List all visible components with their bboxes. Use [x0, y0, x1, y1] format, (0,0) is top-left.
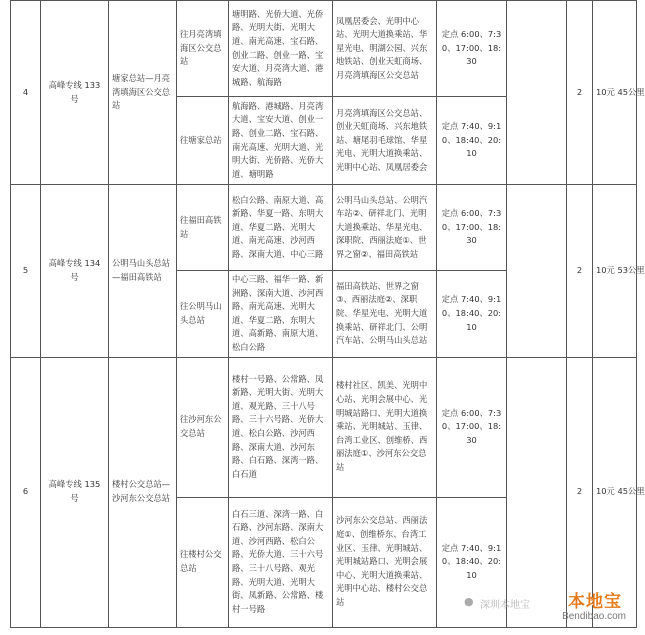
empty-cell	[507, 1, 567, 185]
route-col-value: 2	[567, 1, 593, 185]
route-terminals: 塘家总站—月亮湾填海区公交总站	[109, 1, 177, 185]
route-fare-length	[593, 1, 645, 185]
route-terminals: 公明马山头总站—福田高铁站	[109, 185, 177, 358]
route-roads: 松白公路、南原大道、高新路、华夏一路、东明大道、华夏二路、光明大道、南光高速、沙河西路、深南大道、中心三路	[229, 185, 333, 271]
table-row	[11, 185, 637, 271]
route-number: 6	[11, 357, 41, 627]
route-terminals: 楼村公交总站—沙河东公交总站	[109, 357, 177, 627]
route-schedule: 定点 6:00、7:30、17:00、18:30	[437, 357, 507, 497]
route-stops: 楼村社区、凯美、光明中心站、光明会展中心、光明城站路口、光明大道换乘站、光明城站、玉律、台湾工业区、创维桥、西丽法庭①、沙河东公交总站	[333, 357, 437, 497]
route-col-value: 2	[567, 185, 593, 358]
route-schedule: 定点 7:40、9:10、18:40、20:10	[437, 271, 507, 358]
route-line-name: 高峰专线 135 号	[41, 357, 109, 627]
route-direction: 往月亮湾填海区公交总站	[177, 1, 229, 97]
route-length: 45公里	[617, 86, 645, 97]
route-fare: 10元	[596, 86, 615, 97]
route-line-name: 高峰专线 134 号	[41, 185, 109, 358]
route-schedule: 定点 7:40、9:10、18:40、20:10	[437, 497, 507, 627]
route-direction: 往塘家总站	[177, 97, 229, 185]
route-schedule: 定点 6:00、7:30、17:00、18:30	[437, 185, 507, 271]
route-fare: 10元	[596, 486, 615, 497]
route-schedule: 定点 6:00、7:30、17:00、18:30	[437, 1, 507, 97]
route-roads: 白石三道、深湾一路、白石路、沙河东路、深南大道、沙河西路、松白公路、光侨大道、三十六号路、三十八号路、观光路、光明大道、光明大街、凤新路、公常路、楼村一号路	[229, 497, 333, 627]
bus-route-table	[10, 0, 645, 628]
route-direction: 往楼村公交总站	[177, 497, 229, 627]
route-stops: 沙河东公交总站、西丽法庭①、创维桥东、台湾工业区、玉律、光明城站、光明城站路口、光明会展中心、光明大道换乘站、光明中心站、楼村公交总站	[333, 497, 437, 627]
route-length: 53公里	[617, 264, 645, 275]
route-roads: 塘明路、光侨大道、光侨路、光明大街、光明大道、南光高速、宝石路、创业二路、创业一路、宝安大道、月亮湾大道、港城路、航海路	[229, 1, 333, 97]
route-direction: 往福田高铁站	[177, 185, 229, 271]
route-direction: 往公明马山头总站	[177, 271, 229, 358]
route-roads: 楼村一号路、公常路、凤新路、光明大街、光明大道、观光路、三十八号路、三十六号路、光侨大道、松白公路、沙河西路、深南大道、沙河东路、白石路、深湾一路、白石道	[229, 357, 333, 497]
route-line-name: 高峰专线 133 号	[41, 1, 109, 185]
route-length: 45公里	[617, 486, 645, 497]
route-fare: 10元	[596, 264, 615, 275]
watermark-text: 深圳本地宝	[480, 600, 530, 611]
route-stops: 月亮湾填海区公交总站、创业天虹商场、兴东地铁站、塘尾羽毛球馆、华星光电、光明大道换乘站、光明中心站、凤凰居委会	[333, 97, 437, 185]
watermark	[464, 587, 634, 631]
route-direction: 往沙河东公交总站	[177, 357, 229, 497]
brand-url: Bendibao.com	[562, 611, 626, 622]
route-schedule: 定点 7:40、9:10、18:40、20:10	[437, 97, 507, 185]
route-stops: 公明马山头总站、公明汽车站②、研祥北门、光明大道换乘站、华星光电、深职院、西丽法庭①、世界之窗②、福田高铁站	[333, 185, 437, 271]
route-roads: 中心三路、福华一路、新洲路、深南大道、沙河西路、南光高速、光明大道、华夏二路、东明大道、高新路、南原大道、松白公路	[229, 271, 333, 358]
wechat-icon: ●	[464, 595, 474, 608]
route-fare-length	[593, 185, 645, 358]
route-roads: 航海路、港城路、月亮湾大道、宝安大道、创业一路、创业二路、宝石路、南光高速、光明大道、光明大街、光侨路、光侨大道、塘明路	[229, 97, 333, 185]
route-number: 5	[11, 185, 41, 358]
route-number: 4	[11, 1, 41, 185]
brand-logo: 本地宝	[568, 592, 622, 612]
route-stops: 凤凰居委会、光明中心站、光明大道换乘站、华星光电、明湖公园、兴东地铁站、创业天虹商场、月亮湾填海区公交总站	[333, 1, 437, 97]
table-row	[11, 1, 637, 97]
empty-cell	[507, 185, 567, 358]
table-row	[11, 357, 637, 497]
route-col-value: 2	[567, 357, 593, 627]
route-stops: 福田高铁站、世界之窗③、西丽法庭②、深职院、华星光电、光明大道换乘站、研祥北门、公明汽车站、公明马山头总站	[333, 271, 437, 358]
